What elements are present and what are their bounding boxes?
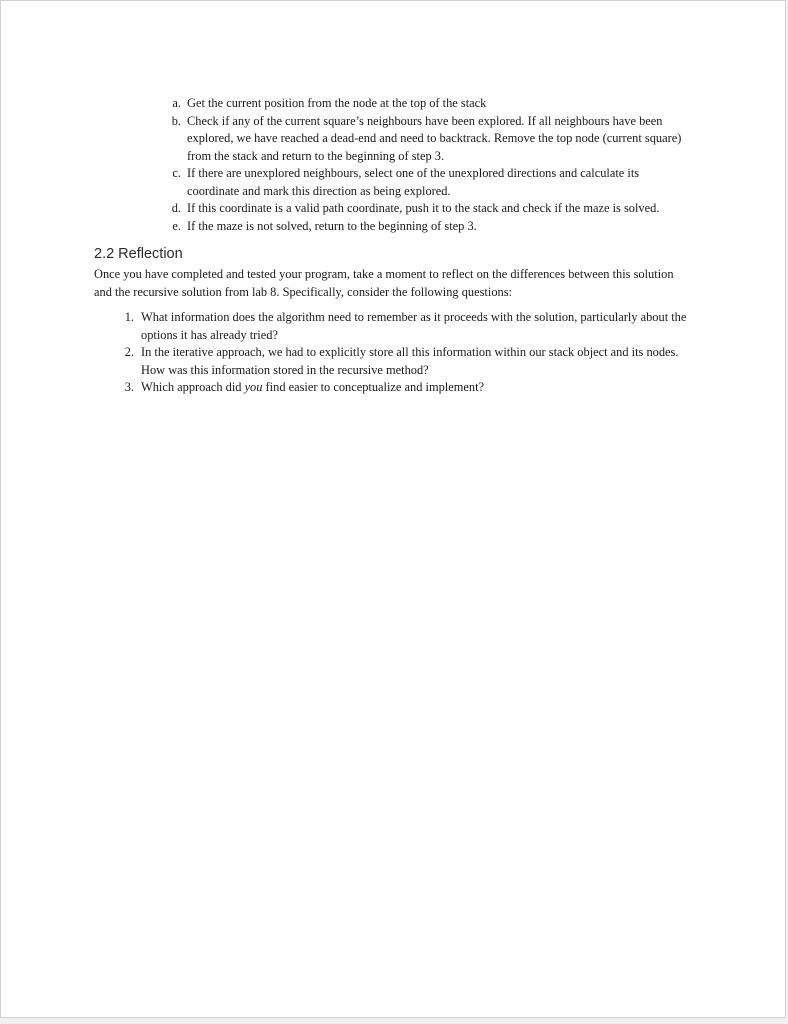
list-item-text: Get the current position from the node at the top of the stack bbox=[187, 96, 487, 110]
list-item-text: In the iterative approach, we had to explicitly store all this information within our stack object and its nodes. How was this information stored in the recursive method? bbox=[141, 345, 679, 377]
list-item-text-start: Which approach did bbox=[141, 380, 245, 394]
list-item bbox=[124, 344, 694, 379]
list-marker: 3. bbox=[124, 380, 134, 394]
step-list bbox=[94, 95, 694, 235]
list-marker: d. bbox=[171, 201, 181, 215]
list-marker: b. bbox=[171, 113, 181, 128]
list-item bbox=[172, 165, 694, 200]
viewer-background bbox=[0, 1018, 788, 1024]
list-item-text: If this coordinate is a valid path coordinate, push it to the stack and check if the maze is solved. bbox=[187, 201, 660, 215]
page-content bbox=[94, 95, 694, 397]
list-item bbox=[171, 113, 694, 166]
list-marker: 2. bbox=[124, 345, 134, 359]
list-item bbox=[172, 218, 694, 236]
list-item-text: What information does the algorithm need to remember as it proceeds with the solution, particularly about the options it has already tried? bbox=[141, 310, 687, 342]
list-item bbox=[172, 95, 694, 113]
list-marker: 1. bbox=[124, 310, 134, 324]
intro-paragraph: Once you have completed and tested your program, take a moment to reflect on the differences between this solution and the recursive solution from lab 8. Specifically, consider the following questions: bbox=[94, 267, 674, 299]
section-heading: 2.2 Reflection bbox=[94, 246, 183, 262]
list-item bbox=[124, 379, 694, 397]
list-item-text-end: find easier to conceptualize and implement? bbox=[262, 380, 485, 394]
list-item-text: If the maze is not solved, return to the beginning of step 3. bbox=[187, 218, 477, 233]
list-item-text: If there are unexplored neighbours, select one of the unexplored directions and calculate its coordinate and mark this direction as being explored. bbox=[187, 166, 640, 198]
emphasized-word: you bbox=[244, 380, 263, 394]
list-marker: e. bbox=[172, 218, 181, 233]
list-item-text: Check if any of the current square’s neighbours have been explored. If all neighbours have been explored, we have reached a dead-end and need to backtrack. Remove the top node (current square) from the stack and return to the beginning of step 3. bbox=[187, 113, 682, 163]
list-item bbox=[171, 200, 694, 218]
list-marker: a. bbox=[172, 96, 181, 110]
question-list bbox=[94, 309, 694, 397]
list-marker: c. bbox=[172, 166, 181, 180]
list-item bbox=[124, 309, 694, 344]
